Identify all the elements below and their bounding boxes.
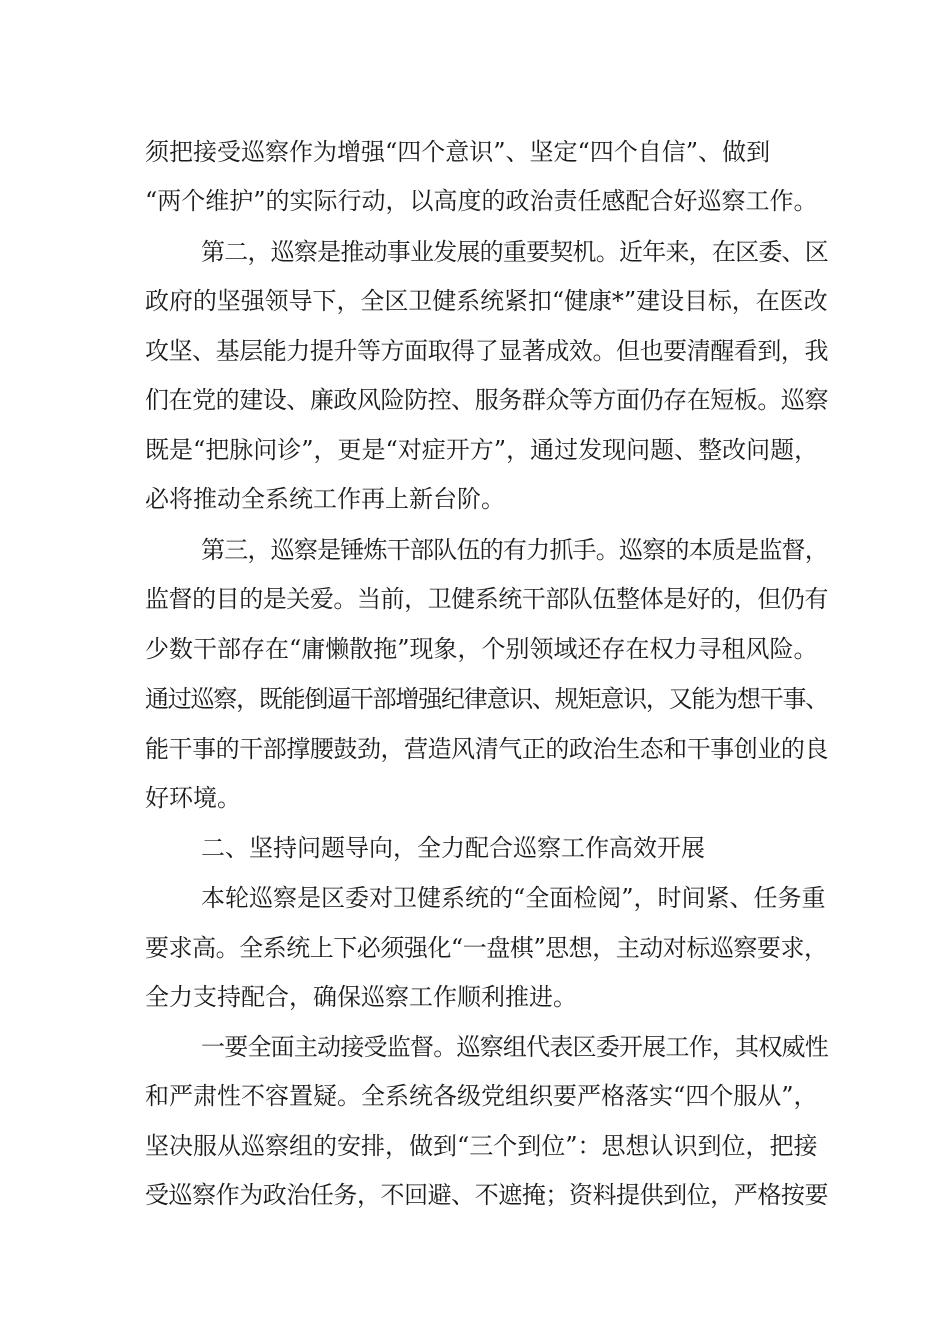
- text-line: 既是“把脉问诊”，更是“对症开方”，通过发现问题、整改问题，: [145, 436, 819, 464]
- text-line: 须把接受巡察作为增强“四个意识”、坚定“四个自信”、做到: [145, 138, 771, 166]
- paragraph-start: 本轮巡察是区委对卫健系统的“全面检阅”，时间紧、任务重: [201, 884, 826, 912]
- text-line: “两个维护”的实际行动，以高度的政治责任感配合好巡察工作。: [145, 187, 818, 215]
- text-line: 能干事的干部撑腰鼓劲，营造风清气正的政治生态和干事创业的良: [145, 735, 828, 763]
- text-line: 监督的目的是关爱。当前，卫健系统干部队伍整体是好的，但仍有: [145, 585, 828, 613]
- text-line: 政府的坚强领导下，全区卫健系统紧扣“健康*”建设目标，在医改: [145, 287, 828, 315]
- text-line: 和严肃性不容置疑。全系统各级党组织要严格落实“四个服从”，: [145, 1082, 818, 1110]
- text-line: 攻坚、基层能力提升等方面取得了显著成效。但也要清醒看到，我: [145, 337, 828, 365]
- text-line: 必将推动全系统工作再上新台阶。: [145, 485, 505, 513]
- section-heading: 二、坚持问题导向，全力配合巡察工作高效开展: [201, 834, 705, 862]
- text-line: 全力支持配合，确保巡察工作顺利推进。: [145, 983, 577, 1011]
- text-line: 少数干部存在“庸懒散拖”现象，个别领域还存在权力寻租风险。: [145, 635, 818, 663]
- paragraph-start: 一要全面主动接受监督。巡察组代表区委开展工作，其权威性: [201, 1033, 828, 1061]
- text-line: 通过巡察，既能倒逼干部增强纪律意识、规矩意识，又能为想干事、: [145, 685, 828, 713]
- paragraph-start: 第二，巡察是推动事业发展的重要契机。近年来，在区委、区: [201, 238, 828, 266]
- paragraph-start: 第三，巡察是锤炼干部队伍的有力抓手。巡察的本质是监督，: [201, 536, 828, 564]
- text-line: 好环境。: [145, 784, 241, 812]
- text-line: 们在党的建设、廉政风险防控、服务群众等方面仍存在短板。巡察: [145, 386, 828, 414]
- text-line: 坚决服从巡察组的安排，做到“三个到位”：思想认识到位，把接: [145, 1132, 818, 1160]
- text-line: 受巡察作为政治任务，不回避、不遮掩；资料提供到位，严格按要: [145, 1181, 828, 1209]
- text-line: 要求高。全系统上下必须强化“一盘棋”思想，主动对标巡察要求，: [145, 934, 828, 962]
